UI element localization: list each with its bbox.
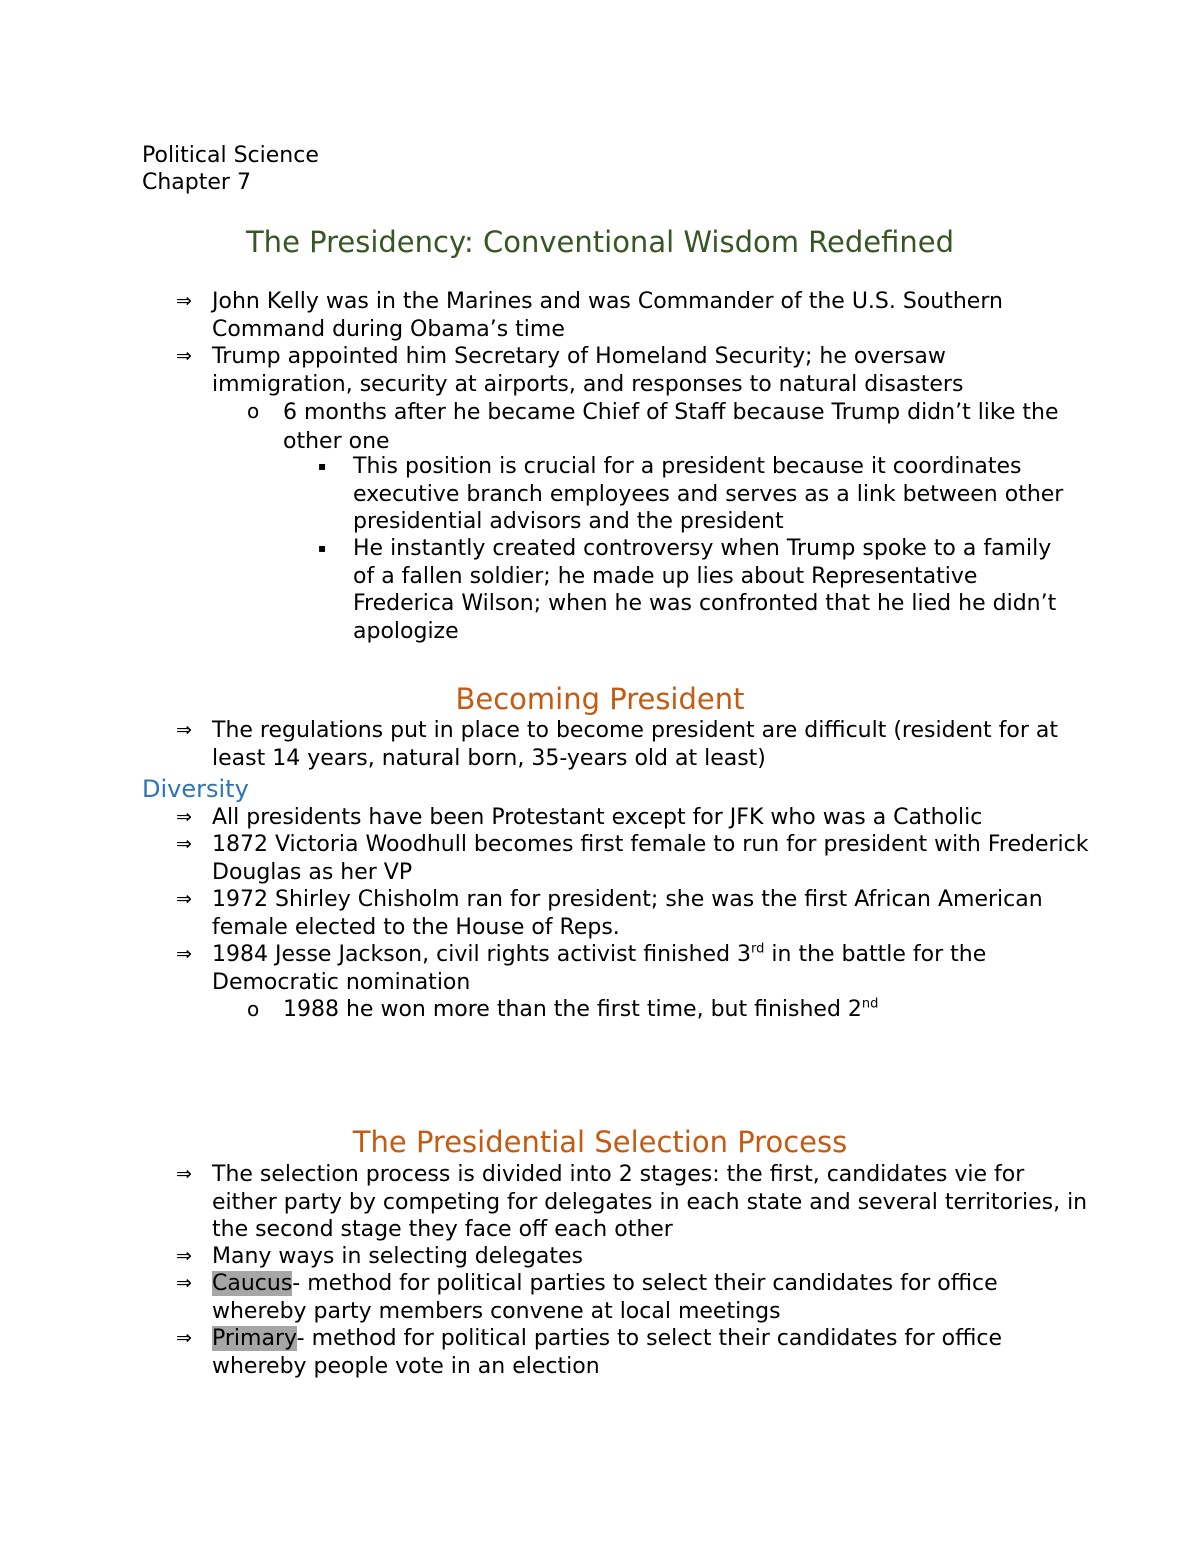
arrow-bullet-icon: ⇒ <box>176 719 192 741</box>
list-item: He instantly created controversy when Trump spoke to a family of a fallen soldier; he made up lies about Representative Frederica Wilson; when he was confronted that he lied he didn’t apologize <box>353 536 1057 644</box>
list-item-text: 1984 Jesse Jackson, civil rights activist finished 3 <box>212 942 752 967</box>
list-item: All presidents have been Protestant except for JFK who was a Catholic <box>212 805 983 830</box>
arrow-bullet-icon: ⇒ <box>176 806 192 828</box>
arrow-bullet-icon: ⇒ <box>176 943 192 965</box>
arrow-bullet-icon: ⇒ <box>176 1272 192 1294</box>
arrow-bullet-icon: ⇒ <box>176 1163 192 1185</box>
list-item-text: in the battle for the Democratic nomination <box>212 942 987 995</box>
arrow-bullet-icon: ⇒ <box>176 1327 192 1349</box>
ordinal-suffix: rd <box>751 941 765 957</box>
highlighted-term-caucus: Caucus <box>212 1271 293 1296</box>
circle-bullet-icon: o <box>247 997 260 1021</box>
list-item: Trump appointed him Secretary of Homeland Security; he oversaw immigration, security at airports, and responses to natural disasters <box>212 344 964 397</box>
section-title-becoming-president: Becoming President <box>455 682 745 716</box>
arrow-bullet-icon: ⇒ <box>176 290 192 312</box>
list-item: This position is crucial for a president because it coordinates executive branch employees and serves as a link between other presidential advisors and the president <box>353 454 1064 534</box>
square-bullet-icon: ▪ <box>318 459 327 473</box>
list-item: The regulations put in place to become president are difficult (resident for at least 14 years, natural born, 35-years old at least) <box>212 718 1059 771</box>
list-item-text: - method for political parties to select their candidates for office whereby people vote in an election <box>212 1326 1003 1379</box>
ordinal-suffix: nd <box>861 996 879 1012</box>
arrow-bullet-icon: ⇒ <box>176 833 192 855</box>
list-item <box>212 1325 1092 1380</box>
list-item-text: - method for political parties to select their candidates for office whereby party members convene at local meetings <box>212 1271 998 1324</box>
course-title: Political Science <box>142 143 319 168</box>
section-title-presidency: The Presidency: Conventional Wisdom Redefined <box>245 225 955 259</box>
section-title-selection-process: The Presidential Selection Process <box>352 1125 848 1159</box>
arrow-bullet-icon: ⇒ <box>176 888 192 910</box>
subsection-title-diversity: Diversity <box>142 775 249 803</box>
list-item <box>212 1270 1092 1325</box>
arrow-bullet-icon: ⇒ <box>176 1245 192 1267</box>
list-item: 6 months after he became Chief of Staff because Trump didn’t like the other one <box>283 400 1059 454</box>
list-item: 1872 Victoria Woodhull becomes first female to run for president with Frederick Douglas as her VP <box>212 832 1089 885</box>
list-item: Many ways in selecting delegates <box>212 1244 584 1269</box>
list-item <box>283 996 1073 1024</box>
list-item: 1972 Shirley Chisholm ran for president; she was the first African American female elected to the House of Reps. <box>212 887 1043 940</box>
list-item: The selection process is divided into 2 stages: the first, candidates vie for either party by competing for delegates in each state and several territories, in the second stage they face off each other <box>212 1162 1088 1242</box>
highlighted-term-primary: Primary <box>212 1326 297 1351</box>
list-item: John Kelly was in the Marines and was Commander of the U.S. Southern Command during Obama’s time <box>212 289 1003 342</box>
list-item-text: 1988 he won more than the first time, but finished 2 <box>283 997 862 1022</box>
arrow-bullet-icon: ⇒ <box>176 345 192 367</box>
circle-bullet-icon: o <box>247 399 260 423</box>
chapter-label: Chapter 7 <box>142 170 251 195</box>
list-item <box>212 941 1092 996</box>
square-bullet-icon: ▪ <box>318 541 327 555</box>
